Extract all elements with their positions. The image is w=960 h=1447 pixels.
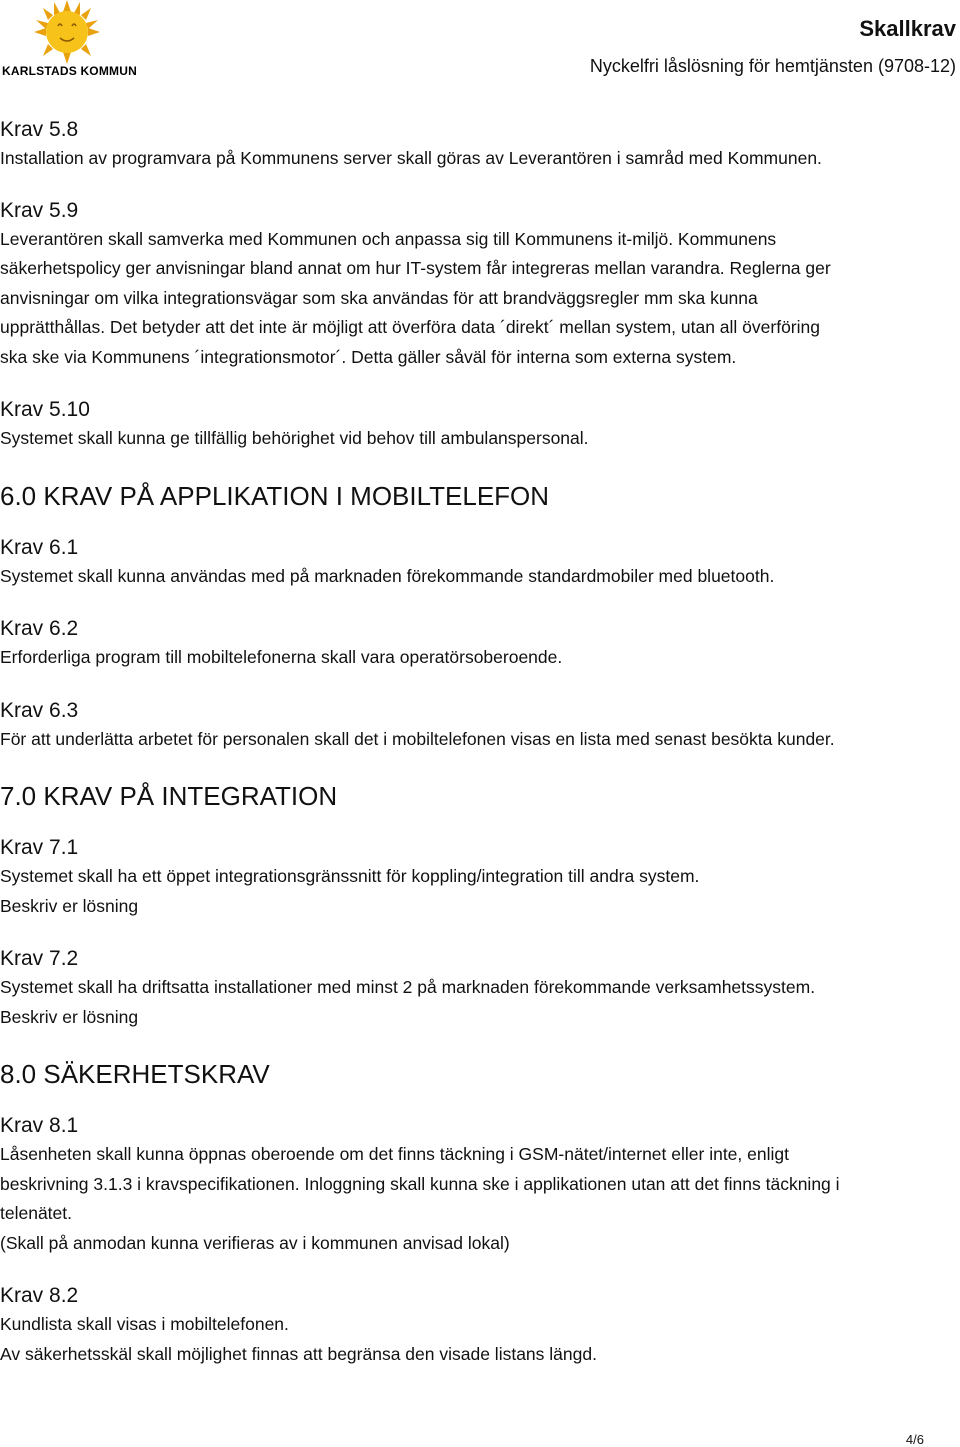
krav-text: Systemet skall kunna användas med på marknaden förekommande standardmobiler med bluetooth. bbox=[0, 565, 775, 586]
krav-text-line: Leverantören skall samverka med Kommunen och anpassa sig till Kommunens it-miljö. Kommunens bbox=[0, 228, 777, 249]
document-body bbox=[0, 116, 958, 1369]
krav-note: Beskriv er lösning bbox=[0, 1006, 139, 1027]
krav-text-line: Av säkerhetsskäl skall möjlighet finnas att begränsa den visade listans längd. bbox=[0, 1343, 597, 1364]
section-heading: 7.0 KRAV PÅ INTEGRATION bbox=[0, 781, 338, 811]
krav-title: Krav 8.1 bbox=[0, 1114, 79, 1137]
krav-text-line: säkerhetspolicy ger anvisningar bland annat om hur IT-system får integreras mellan varandra. Reglerna ger bbox=[0, 258, 831, 278]
krav-text-line: Kundlista skall visas i mobiltelefonen. bbox=[0, 1314, 289, 1334]
krav-text: För att underlätta arbetet för personalen skall det i mobiltelefonen visas en lista med senast besökta kunder. bbox=[0, 728, 835, 749]
krav-text-line: upprätthållas. Det betyder att det inte är möjligt att överföra data ´direkt´ mellan system, utan all överföring bbox=[0, 317, 820, 337]
krav-text: Systemet skall ha driftsatta installationer med minst 2 på marknaden förekommande verksamhetssystem. bbox=[0, 977, 816, 997]
logo-text: KARLSTADS KOMMUN bbox=[2, 64, 137, 78]
krav-text-line: anvisningar om vilka integrationsvägar som ska användas för att brandväggsregler mm ska kunna bbox=[0, 287, 758, 308]
krav-title: Krav 6.1 bbox=[0, 535, 79, 559]
kommun-logo bbox=[0, 0, 140, 80]
krav-text-line: ska ske via Kommunens ´integrationsmotor´. Detta gäller såväl för interna som externa system. bbox=[0, 346, 737, 367]
krav-note: Beskriv er lösning bbox=[0, 895, 139, 916]
krav-title: Krav 7.1 bbox=[0, 836, 79, 859]
document-title: Skallkrav bbox=[859, 16, 956, 41]
krav-text-line: Låsenheten skall kunna öppnas oberoende om det finns täckning i GSM-nätet/internet eller inte, enligt bbox=[0, 1144, 789, 1164]
krav-text-line: (Skall på anmodan kunna verifieras av i kommunen anvisad lokal) bbox=[0, 1232, 510, 1253]
krav-title: Krav 6.3 bbox=[0, 698, 79, 722]
krav-title: Krav 8.2 bbox=[0, 1284, 79, 1307]
krav-text: Installation av programvara på Kommunens server skall göras av Leverantören i samråd med Kommunen. bbox=[0, 148, 822, 168]
krav-title: Krav 6.2 bbox=[0, 617, 79, 640]
krav-text-line: beskrivning 3.1.3 i kravspecifikationen. Inloggning skall kunna ske i applikationen utan att det finns täckning i bbox=[0, 1173, 840, 1194]
section-heading: 8.0 SÄKERHETSKRAV bbox=[0, 1059, 270, 1089]
document-subtitle: Nyckelfri låslösning för hemtjänsten (9708-12) bbox=[589, 56, 956, 76]
krav-text: Systemet skall kunna ge tillfällig behörighet vid behov till ambulanspersonal. bbox=[0, 428, 589, 448]
krav-title: Krav 5.9 bbox=[0, 198, 79, 222]
krav-text: Erforderliga program till mobiltelefonerna skall vara operatörsoberoende. bbox=[0, 647, 563, 667]
section-heading: 6.0 KRAV PÅ APPLIKATION I MOBILTELEFON bbox=[0, 480, 550, 511]
krav-title: Krav 5.8 bbox=[0, 118, 79, 141]
krav-text-line: telenätet. bbox=[0, 1203, 72, 1223]
krav-title: Krav 7.2 bbox=[0, 947, 79, 970]
krav-title: Krav 5.10 bbox=[0, 398, 90, 421]
sun-logo-icon bbox=[34, 0, 100, 64]
krav-text: Systemet skall ha ett öppet integrationsgränssnitt för koppling/integration till andra system. bbox=[0, 866, 700, 886]
page-number: 4/6 bbox=[905, 1432, 924, 1447]
